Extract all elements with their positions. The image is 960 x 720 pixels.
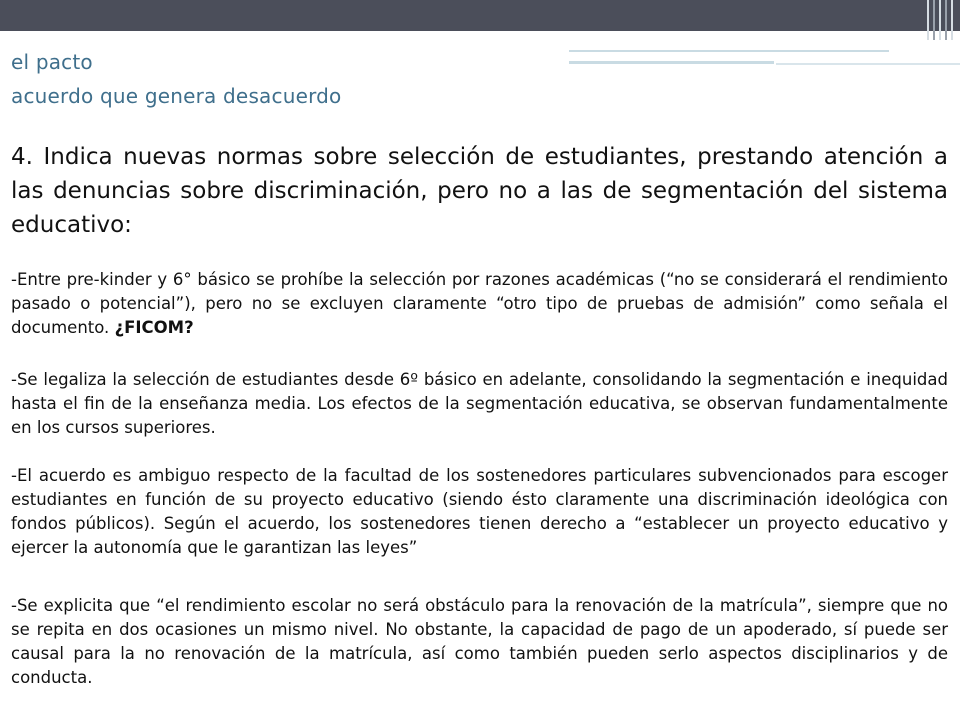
decorative-stripe-3 — [939, 0, 941, 40]
decorative-line-lower — [569, 61, 774, 64]
bullet-item — [11, 268, 948, 340]
decorative-stripe-4 — [945, 0, 947, 40]
bullet-text: -Entre pre-kinder y 6° básico se prohíbe la selección por razones académicas (“no se considerará el rendimiento pasado o potencial”), pero no se excluyen claramente “otro tipo de pruebas de admisión” como señala el documento. — [11, 270, 948, 337]
decorative-stripe-1 — [927, 0, 929, 40]
slide-title: el pacto — [11, 50, 93, 74]
main-point-text: 4. Indica nuevas normas sobre selección de estudiantes, prestando atención a las denuncias sobre discriminación, pero no a las de segmentación del sistema educativo: — [11, 144, 948, 238]
decorative-stripe-5 — [951, 0, 953, 40]
bullet-text: -Se explicita que “el rendimiento escolar no será obstáculo para la renovación de la matrícula”, siempre que no se repita en dos ocasiones un mismo nivel. No obstante, la capacidad de pago de un apoderado, sí puede ser causal para la no renovación de la matrícula, así como también pueden serlo aspectos disciplinarios y de conducta. — [11, 596, 948, 687]
slide-top-bar — [0, 0, 960, 31]
bullet-item — [11, 368, 948, 440]
bullet-item — [11, 464, 948, 560]
slide-subtitle: acuerdo que genera desacuerdo — [11, 84, 342, 108]
bullet-item — [11, 594, 948, 690]
bullet-text: -Se legaliza la selección de estudiantes desde 6º básico en adelante, consolidando la segmentación e inequidad hasta el fin de la enseñanza media. Los efectos de la segmentación educativa, se observan fundamentalmente en los cursos superiores. — [11, 370, 948, 437]
bullet-emphasis: ¿FICOM? — [114, 318, 194, 337]
decorative-stripe-2 — [933, 0, 935, 40]
bullet-text: -El acuerdo es ambiguo respecto de la facultad de los sostenedores particulares subvencionados para escoger estudiantes en función de su proyecto educativo (siendo ésto claramente una discriminación ideológica con fondos públicos). Según el acuerdo, los sostenedores tienen derecho a “establecer un proyecto educativo y ejercer la autonomía que le garantizan las leyes” — [11, 466, 948, 557]
decorative-line-upper — [569, 50, 889, 52]
decorative-line-right — [776, 63, 960, 65]
